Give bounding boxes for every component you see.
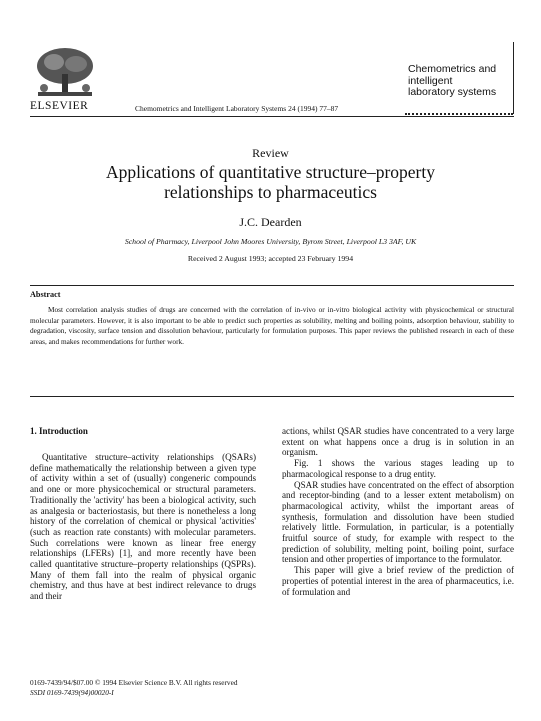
right-column [282, 426, 514, 597]
body-paragraph: Fig. 1 shows the various stages leading up to pharmacological response to a drug entity. [282, 458, 514, 479]
body-paragraph: actions, whilst QSAR studies have concentrated to a very large extent on what happens once a drug is in solution in an organism. [282, 426, 514, 458]
title-line: Applications of quantitative structure–property [105, 162, 435, 182]
abstract-top-rule [30, 285, 514, 286]
ssdi-line: SSDI 0169-7439(94)00020-I [30, 688, 114, 697]
journal-citation: Chemometrics and Intelligent Laboratory Systems 24 (1994) 77–87 [135, 104, 339, 113]
abstract-heading: Abstract [30, 290, 61, 299]
title-line: relationships to pharmaceutics [164, 182, 377, 202]
elsevier-tree-logo [30, 44, 100, 102]
header-rule [30, 116, 514, 117]
article-title [40, 162, 501, 202]
copyright-line: 0169-7439/94/$07.00 © 1994 Elsevier Science B.V. All rights reserved [30, 678, 238, 687]
page-footer [30, 678, 237, 698]
journal-title [408, 64, 518, 99]
journal-title-line: intelligent [408, 74, 453, 87]
abstract-text: Most correlation analysis studies of drugs are concerned with the correlation of in-vivo or in-vitro biological activity with physicochemical or structural molecular parameters. However, it is also important to be able to predict such properties as solubility, melting and boiling points, adsorption behaviour, stability to degradation, viscosity, surface tension and dissolution behaviour, particularly for formulation purposes. This paper reviews the published research in each of these areas, and makes recommendations for further work. [30, 305, 514, 346]
author-name: J.C. Dearden [239, 215, 302, 229]
body-paragraph: QSAR studies have concentrated on the effect of absorption and receptor-binding (and to a lesser extent metabolism) on pharmacological activity, whilst the important areas of synthesis, formulation and dissolution have been studied relatively little. Formulation, in particular, is a potentially fruitful source of study, for example with respect to the prediction of solubility, melting point, boiling point, surface tension and other properties of importance to the formulator. [282, 479, 514, 565]
abstract-bottom-rule [30, 396, 514, 397]
header-dotted-rule [405, 113, 513, 115]
received-dates: Received 2 August 1993; accepted 23 February 1994 [187, 254, 354, 263]
publisher-name: ELSEVIER [30, 100, 89, 112]
section-heading: 1. Introduction [30, 426, 88, 436]
journal-title-line: laboratory systems [408, 86, 497, 98]
article-type: Review [252, 146, 289, 160]
left-column [30, 426, 256, 602]
author-affiliation: School of Pharmacy, Liverpool John Moores University, Byrom Street, Liverpool L3 3AF, UK [124, 237, 417, 246]
body-paragraph: This paper will give a brief review of the prediction of properties of potential interest in the area of pharmaceutics, i.e. of formulation and [282, 565, 514, 597]
body-paragraph: Quantitative structure–activity relationships (QSARs) define mathematically the relationship between a given type of activity within a set of (usually) congeneric compounds and one or more physicochemical or structural parameters. Traditionally the 'activity' has been a biological activity, such as analgesia or bacteriostasis, but there is nonetheless a long history of the correlation of chemical or physical 'activities' (such as reaction rate constants) with molecular parameters. Such correlations were known as linear free energy relationships (LFERs) [1], and more recently have been called quantitative structure–property relationships (QSPRs). Many of them fall into the realm of physical organic chemistry, and thus have at best indirect relevance to drugs and their [30, 452, 256, 602]
journal-title-line: Chemometrics and [408, 63, 497, 75]
